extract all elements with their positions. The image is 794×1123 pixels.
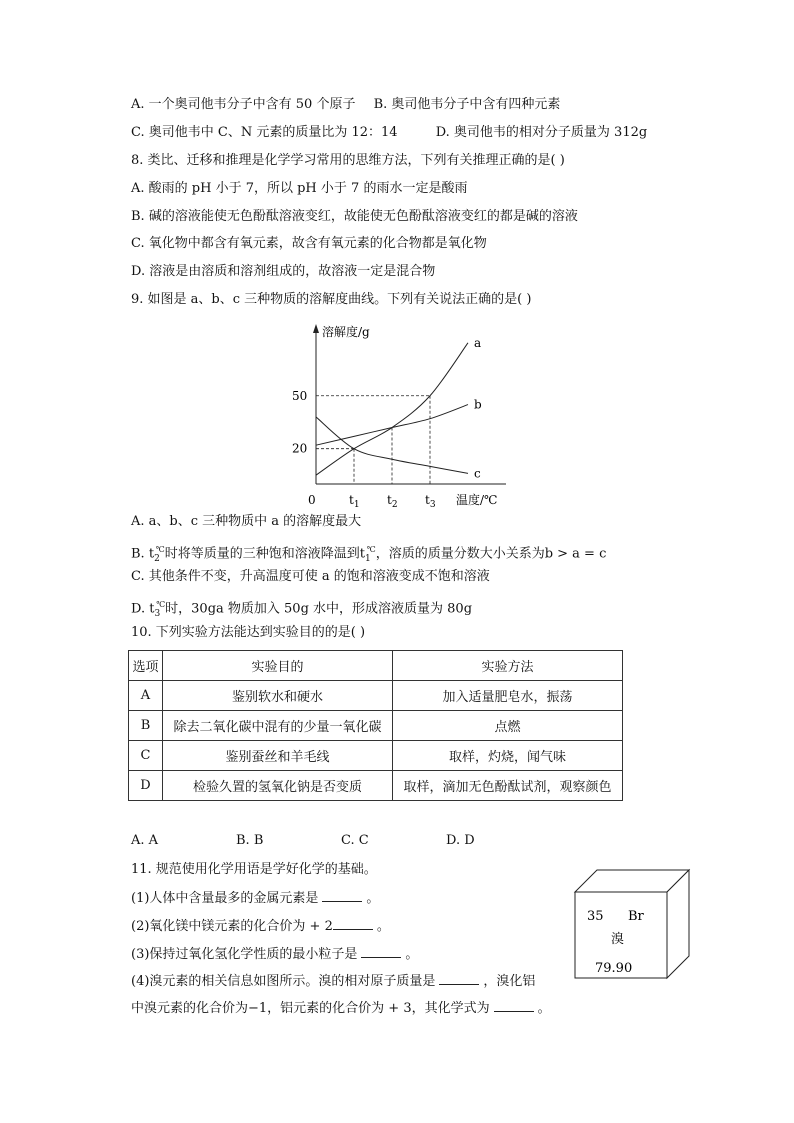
q11-stem: 11. 规范使用化学用语是学好化学的基础。	[131, 862, 377, 877]
q10-option-b: B. B	[236, 833, 264, 848]
y-axis-label: 溶解度/g	[322, 325, 370, 339]
table-cell: D	[129, 771, 163, 801]
q10-option-a: A. A	[131, 833, 159, 848]
answer-blank[interactable]	[439, 972, 479, 985]
q10-options	[131, 833, 551, 848]
answer-blank[interactable]	[322, 889, 362, 902]
table-cell: 除去二氧化碳中混有的少量一氧化碳	[163, 711, 393, 741]
atomic-number: 35	[587, 909, 604, 924]
table-row	[129, 681, 623, 711]
q7-option-c: C. 奥司他韦中 C、N 元素的质量比为 12：14	[131, 125, 398, 140]
q7-option-a: A. 一个奥司他韦分子中含有 50 个原子	[131, 97, 356, 112]
q11-part-3: (3)保持过氧化氢化学性质的最小粒子是 。	[131, 947, 419, 962]
table-header-row	[129, 651, 623, 681]
q8-stem: 8. 类比、迁移和推理是化学学习常用的思维方法，下列有关推理正确的是( )	[131, 153, 565, 168]
y-tick-label: 20	[292, 441, 308, 456]
table-row	[129, 771, 623, 801]
x-tick-label: $t_1$	[349, 493, 360, 510]
x-axis-label: 温度/℃	[456, 493, 498, 507]
table-cell: 检验久置的氢氧化钠是否变质	[163, 771, 393, 801]
bromine-element-card	[573, 868, 693, 980]
table-header-cell: 选项	[129, 651, 163, 681]
table-cell: 点燃	[393, 711, 623, 741]
x-tick-label: $t_3$	[425, 493, 436, 510]
q11-part-5: 中溴元素的化合价为−1，铝元素的化合价为 + 3，其化学式为 。	[131, 1001, 551, 1016]
q8-option-a: A. 酸雨的 pH 小于 7，所以 pH 小于 7 的雨水一定是酸雨	[131, 181, 468, 196]
q9-stem: 9. 如图是 a、b、c 三种物质的溶解度曲线。下列有关说法正确的是( )	[131, 292, 532, 307]
table-cell: 取样，灼烧，闻气味	[393, 741, 623, 771]
table-cell: 加入适量肥皂水，振荡	[393, 681, 623, 711]
chart-labels	[292, 324, 497, 510]
origin-label: 0	[308, 493, 316, 507]
answer-blank[interactable]	[333, 917, 373, 930]
q9-option-d: D. $t_3^℃$时，30ga 物质加入 50g 水中，形成溶液质量为 80g	[131, 600, 473, 619]
table-row	[129, 711, 623, 741]
q9-option-c: C. 其他条件不变，升高温度可使 a 的饱和溶液变成不饱和溶液	[131, 569, 490, 584]
q7-option-b: B. 奥司他韦分子中含有四种元素	[373, 97, 561, 112]
q8-option-b: B. 碱的溶液能使无色酚酞溶液变红，故能使无色酚酞溶液变红的都是碱的溶液	[131, 209, 578, 224]
q7-option-row-2	[131, 124, 647, 142]
curve-label-a: a	[474, 335, 482, 350]
table-cell: C	[129, 741, 163, 771]
y-axis-arrow	[313, 324, 319, 333]
q8-option-d: D. 溶液是由溶质和溶剂组成的，故溶液一定是混合物	[131, 264, 436, 279]
q11-part-1: (1)人体中含量最多的金属元素是 。	[131, 891, 380, 906]
x-tick-label: $t_2$	[387, 493, 398, 510]
answer-blank[interactable]	[361, 945, 401, 958]
q8-option-c: C. 氧化物中都含有氧元素，故含有氧元素的化合物都是氧化物	[131, 236, 487, 251]
y-tick-label: 50	[292, 388, 308, 403]
q7-option-d: D. 奥司他韦的相对分子质量为 312g	[435, 125, 648, 140]
q11-part-2: (2)氧化镁中镁元素的化合价为 + 2 。	[131, 919, 390, 934]
experiment-table	[128, 650, 623, 801]
element-name: 溴	[611, 932, 625, 947]
q10-stem: 10. 下列实验方法能达到实验目的的是( )	[131, 625, 366, 640]
solubility-chart	[280, 316, 520, 514]
table-cell: 鉴别软水和硬水	[163, 681, 393, 711]
q9-option-a: A. a、b、c 三种物质中 a 的溶解度最大	[131, 514, 362, 529]
q10-option-c: C. C	[341, 833, 369, 848]
table-header-cell: 实验目的	[163, 651, 393, 681]
element-symbol: Br	[628, 909, 644, 924]
table-cell: 鉴别蚕丝和羊毛线	[163, 741, 393, 771]
q11-part-4: (4)溴元素的相关信息如图所示。溴的相对原子质量是 ，溴化铝	[131, 974, 536, 989]
answer-blank[interactable]	[494, 999, 534, 1012]
table-cell: 取样，滴加无色酚酞试剂，观察颜色	[393, 771, 623, 801]
q10-option-d: D. D	[446, 833, 475, 848]
chart-guide-lines	[316, 396, 430, 484]
atomic-mass: 79.90	[595, 961, 633, 976]
curve-label-c: c	[474, 466, 481, 481]
table-cell: A	[129, 681, 163, 711]
q9-option-b: B. $t_2^℃$时将等质量的三种饱和溶液降温到$t_1^℃$，溶质的质量分数大小关系为b > a = c	[131, 545, 607, 564]
curve-label-b: b	[474, 397, 482, 412]
table-header-cell: 实验方法	[393, 651, 623, 681]
table-cell: B	[129, 711, 163, 741]
table-row	[129, 741, 623, 771]
q7-option-row-1	[131, 96, 560, 114]
